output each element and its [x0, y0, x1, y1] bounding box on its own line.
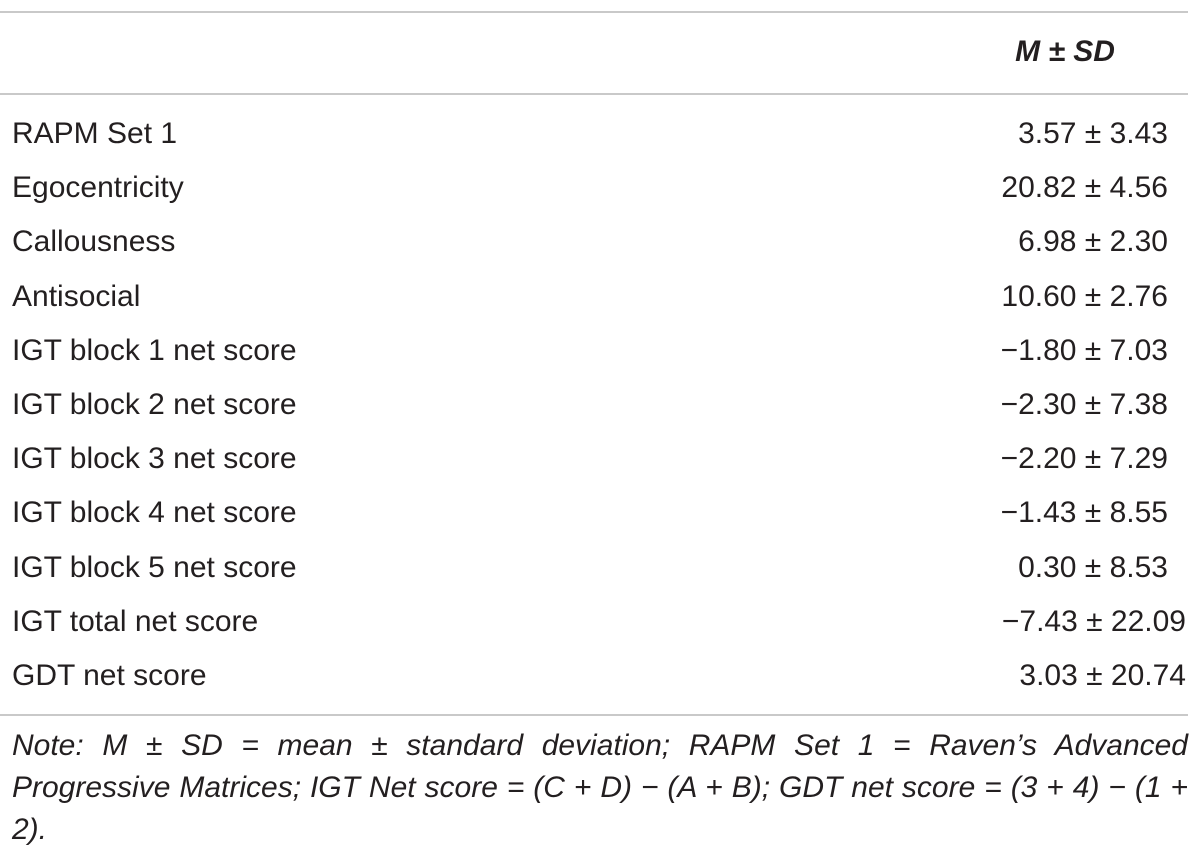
row-value: −1.80 ± 7.03 — [1000, 333, 1168, 367]
table-row — [0, 107, 1188, 161]
column-header-mean-sd: M ± SD — [1015, 35, 1115, 68]
row-value: 20.82 ± 4.56 — [1001, 171, 1168, 205]
table-top-rule — [0, 11, 1188, 13]
table-row — [0, 432, 1188, 486]
row-label: GDT net score — [12, 658, 207, 692]
row-value: −1.43 ± 8.55 — [1000, 496, 1168, 530]
table-row — [0, 541, 1188, 595]
table-row — [0, 324, 1188, 378]
table-row — [0, 215, 1188, 269]
table-row — [0, 595, 1188, 649]
row-label: RAPM Set 1 — [12, 117, 178, 150]
row-label: IGT block 1 net score — [12, 333, 297, 367]
table-row — [0, 270, 1188, 324]
table-row — [0, 486, 1188, 540]
table-row — [0, 378, 1188, 432]
row-value: −2.20 ± 7.29 — [1000, 442, 1168, 476]
row-label: IGT block 5 net score — [12, 550, 297, 584]
row-label: IGT block 4 net score — [12, 496, 297, 530]
row-value: 6.98 ± 2.30 — [1018, 225, 1168, 259]
table-bottom-rule — [0, 714, 1188, 716]
row-value: 3.57 ± 3.43 — [1018, 117, 1168, 150]
row-label: Egocentricity — [12, 171, 184, 205]
row-value: 0.30 ± 8.53 — [1018, 550, 1168, 584]
table-row — [0, 161, 1188, 215]
table-header-rule — [0, 93, 1188, 95]
row-label: IGT total net score — [12, 604, 259, 638]
row-label: IGT block 3 net score — [12, 442, 297, 476]
table-body — [0, 107, 1188, 703]
row-label: Callousness — [12, 225, 176, 259]
table-row — [0, 649, 1188, 703]
row-value: 3.03 ± 20.74 — [1019, 658, 1186, 692]
row-value: −7.43 ± 22.09 — [1001, 604, 1186, 638]
table-footnote: Note: M ± SD = mean ± standard deviation; RAPM Set 1 = Raven’s Advanced Progressive Matrices; IGT Net score = (C + D) − (A + B); GDT net score = (3 + 4) − (1 + 2). — [12, 729, 1188, 846]
row-label: IGT block 2 net score — [12, 387, 297, 421]
row-value: −2.30 ± 7.38 — [1000, 387, 1168, 421]
row-label: Antisocial — [12, 279, 141, 313]
row-value: 10.60 ± 2.76 — [1001, 279, 1168, 313]
